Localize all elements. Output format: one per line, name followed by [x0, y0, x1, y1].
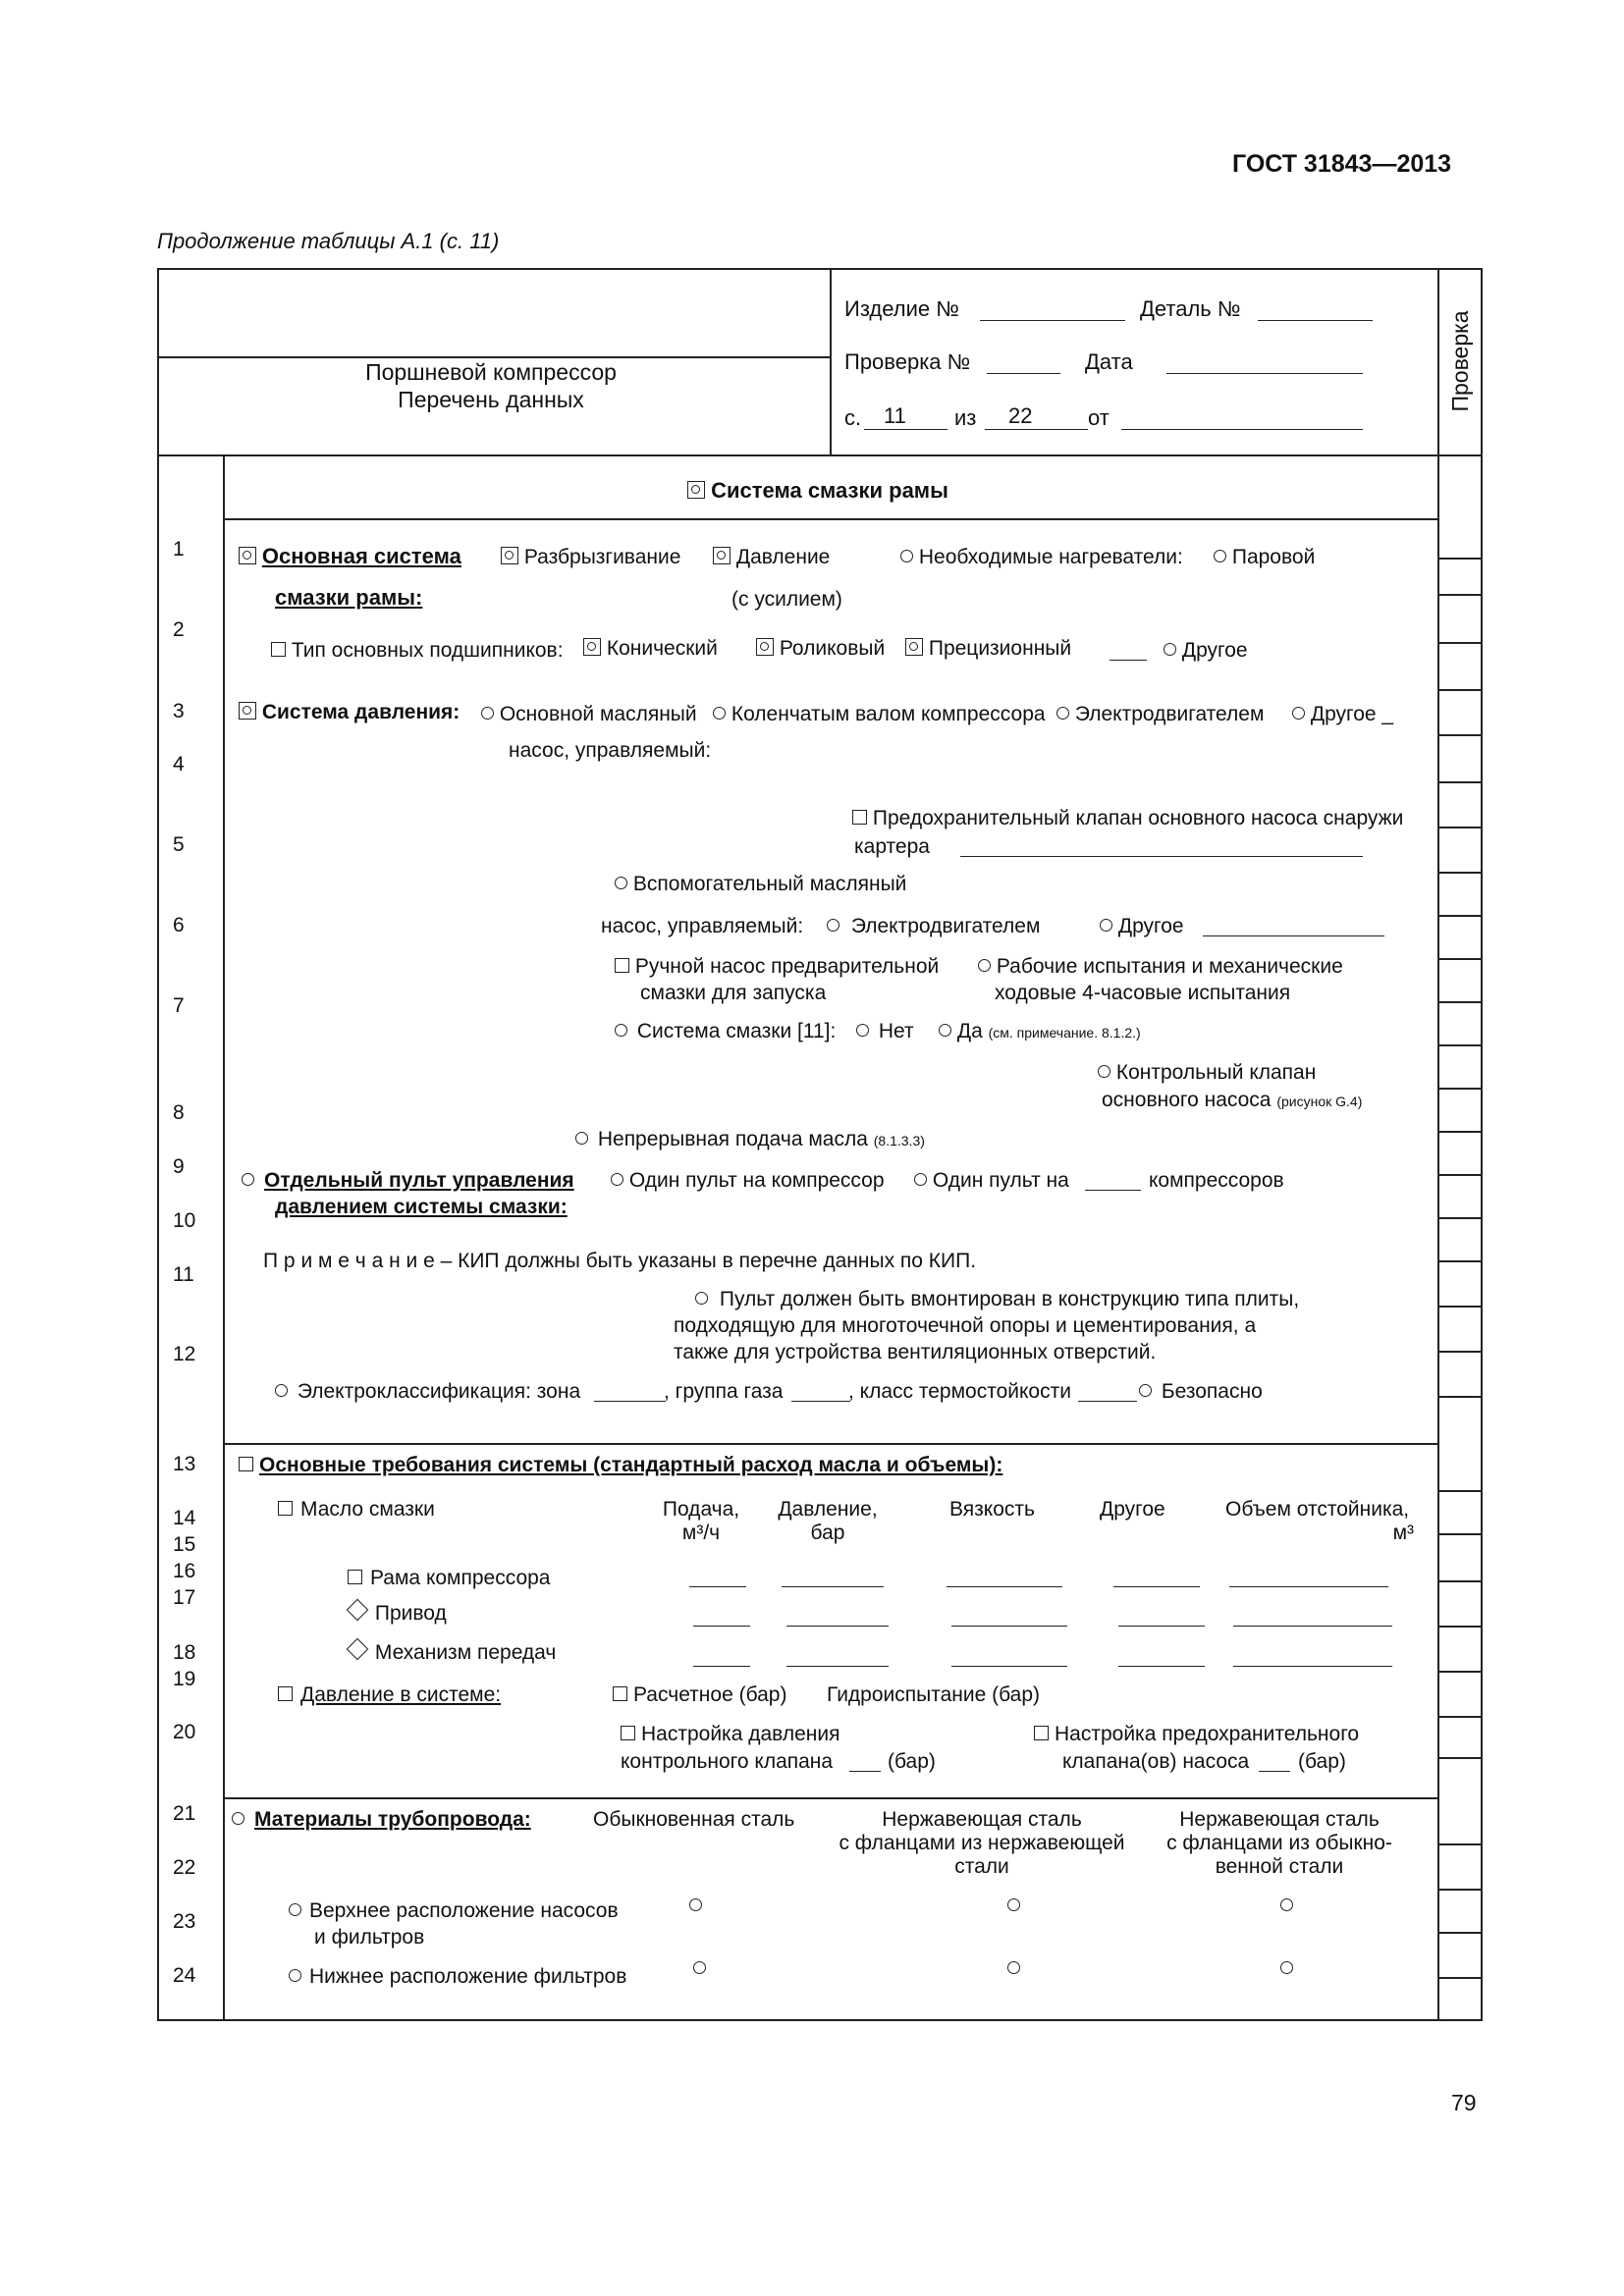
bearing-other-option[interactable]: [1164, 639, 1248, 663]
upper-ss-radio[interactable]: [1007, 1898, 1020, 1916]
row-number: 6: [173, 914, 185, 936]
main-system-label-2: смазки рамы:: [275, 585, 423, 610]
check-valve-option[interactable]: [1098, 1061, 1316, 1085]
conical-label: Конический: [606, 637, 718, 660]
continuous-feed-note: (8.1.3.3): [873, 1133, 925, 1148]
row-number: 23: [173, 1910, 196, 1933]
steam-label: Паровой: [1231, 546, 1316, 568]
precision-field[interactable]: [1110, 660, 1147, 661]
yes-note: (см. примечание. 8.1.2.): [988, 1025, 1141, 1041]
main-oil-label: Основной масляный: [499, 703, 697, 725]
col-stainless-cs: Нержавеющая сталь с фланцами из обыкно- венной стали: [1166, 1808, 1392, 1878]
splash-label: Разбрызгивание: [523, 546, 681, 568]
lube-oil-label: Масло смазки: [300, 1498, 435, 1521]
aux-other-label: Другое: [1117, 915, 1184, 937]
check-valve-radio[interactable]: [1098, 1065, 1110, 1078]
check-valve-label: Контрольный клапан: [1115, 1061, 1317, 1084]
row-number: 10: [173, 1209, 196, 1232]
table-caption: Продолжение таблицы А.1 (с. 11): [157, 229, 500, 253]
safe-option[interactable]: [1139, 1380, 1263, 1404]
part-number-label: Деталь №: [1140, 296, 1241, 321]
date-field[interactable]: [1166, 373, 1363, 374]
upper-location-radio[interactable]: [289, 1903, 301, 1916]
lower-ss-radio[interactable]: [1007, 1961, 1020, 1979]
system-pressure-label: Давление в системе:: [300, 1683, 502, 1706]
aux-motor-option[interactable]: [827, 915, 1040, 938]
safe-radio[interactable]: [1139, 1384, 1152, 1397]
panel-mount-label-2: подходящую для многоточечной опоры и цементирования, а: [674, 1314, 1257, 1337]
section-lube-title: Система смазки рамы: [687, 479, 948, 503]
motor-option[interactable]: [1056, 703, 1264, 726]
precision-checkbox[interactable]: [905, 638, 923, 656]
hand-pump-label: Ручной насос предварительной: [634, 955, 940, 978]
setting-relief-option[interactable]: [1034, 1723, 1359, 1746]
setting-check-label-2: контрольного клапана: [621, 1750, 834, 1773]
crankshaft-label: Коленчатым валом компрессора: [731, 703, 1046, 725]
hand-pump-label-2: смазки для запуска: [640, 982, 827, 1004]
upper-location-label: Верхнее расположение насосов: [309, 1899, 619, 1922]
row-number: 1: [173, 538, 185, 561]
row-number: 11: [173, 1263, 194, 1286]
form-title-2: Перечень данных: [398, 387, 584, 412]
aux-pump-radio[interactable]: [615, 877, 627, 889]
row-number: 22: [173, 1856, 196, 1879]
frame-checkbox[interactable]: [348, 1570, 362, 1584]
form-title-1: Поршневой компрессор: [365, 359, 617, 385]
panel-mount-label-3: также для устройства вентиляционных отверстий.: [674, 1341, 1157, 1363]
roller-label: Роликовый: [779, 637, 886, 660]
steam-option[interactable]: [1214, 546, 1315, 569]
row-number: 9: [173, 1155, 185, 1178]
row-number: 17: [173, 1586, 196, 1609]
setting-check-option[interactable]: [621, 1723, 839, 1746]
lube-oil-option[interactable]: [278, 1498, 435, 1522]
row-number: 12: [173, 1343, 196, 1365]
check-valve-label-2: основного насоса (рисунок G.4): [1102, 1089, 1363, 1111]
relief-valve-field[interactable]: [960, 856, 1363, 857]
setting-check-checkbox[interactable]: [621, 1726, 635, 1740]
lube-oil-checkbox[interactable]: [278, 1501, 293, 1516]
design-pressure-checkbox[interactable]: [613, 1686, 627, 1701]
one-panel-per-label: Один пульт на: [932, 1169, 1069, 1192]
panel-mount-label: Пульт должен быть вмонтирован в конструкцию типа плиты,: [719, 1288, 1300, 1310]
motor-label: Электродвигателем: [1074, 703, 1265, 725]
one-panel-radio[interactable]: [611, 1173, 623, 1186]
page-total-line: [985, 429, 1088, 430]
requirements-title: [239, 1454, 1002, 1477]
row-number: 7: [173, 994, 185, 1017]
row-number: 24: [173, 1964, 196, 1987]
check-valve-note: (рисунок G.4): [1276, 1094, 1363, 1109]
standard-number: ГОСТ 31843—2013: [1232, 150, 1452, 178]
pressure-system: [239, 701, 460, 724]
roller-checkbox[interactable]: [756, 638, 774, 656]
crankshaft-radio[interactable]: [713, 707, 726, 720]
drive-diamond[interactable]: [347, 1599, 369, 1622]
row-number: 19: [173, 1668, 196, 1690]
hand-pump-option[interactable]: [615, 955, 939, 979]
one-panel-label: Один пульт на компрессор: [628, 1169, 885, 1192]
row-number: 21: [173, 1802, 196, 1825]
from-label: от: [1088, 405, 1110, 430]
part-number-field[interactable]: [1258, 320, 1373, 321]
main-system-label: Основная система: [261, 544, 461, 568]
bearing-other-radio[interactable]: [1164, 643, 1176, 656]
no-radio[interactable]: [856, 1024, 869, 1037]
one-panel-per-radio[interactable]: [914, 1173, 927, 1186]
item-number-field[interactable]: [980, 320, 1125, 321]
main-system-line: [239, 545, 461, 569]
setting-relief-checkbox[interactable]: [1034, 1726, 1049, 1740]
row-number: 16: [173, 1560, 196, 1582]
page-total: 22: [1008, 403, 1033, 428]
continuous-feed-option[interactable]: [575, 1128, 925, 1152]
design-pressure-label: Расчетное (бар): [633, 1683, 787, 1706]
col-ordinary-steel: Обыкновенная сталь: [593, 1808, 795, 1831]
aux-pump-label: Вспомогательный масляный: [632, 873, 907, 895]
page-of-label: из: [954, 405, 977, 430]
heaters-radio[interactable]: [900, 550, 913, 562]
setting-relief-label-2: клапана(ов) насоса: [1062, 1750, 1250, 1773]
setting-check-field[interactable]: [849, 1771, 881, 1772]
no-option[interactable]: [856, 1020, 914, 1043]
continuous-feed-label: Непрерывная подача масла: [597, 1128, 868, 1150]
crankshaft-option[interactable]: [713, 703, 1046, 726]
row-number: 8: [173, 1101, 185, 1124]
panel-mount-option[interactable]: [695, 1288, 1299, 1311]
zone-field[interactable]: [594, 1401, 666, 1402]
bearings-type: [271, 639, 564, 663]
requirements-title-label: Основные требования системы (стандартный расход масла и объемы):: [259, 1454, 1003, 1476]
row-number: 4: [173, 753, 185, 775]
lower-location-radio[interactable]: [289, 1969, 301, 1982]
row-number: 14: [173, 1507, 196, 1529]
pressure-other-radio[interactable]: [1292, 707, 1305, 720]
precision-option[interactable]: [905, 637, 1071, 661]
splash-checkbox[interactable]: [501, 547, 518, 564]
bearings-checkbox[interactable]: [271, 642, 286, 657]
work-tests-option[interactable]: [978, 955, 1343, 979]
temp-class-label: , класс термостойкости: [848, 1380, 1071, 1403]
lube-system-label: Система смазки [11]:: [636, 1020, 837, 1042]
aux-other-field[interactable]: [1203, 935, 1384, 936]
row-number: 3: [173, 700, 185, 722]
page-number: 79: [1451, 2090, 1477, 2115]
relief-valve-label-2: картера: [854, 835, 930, 858]
setting-relief-bar: (бар): [1298, 1750, 1346, 1773]
setting-check-bar: (бар): [888, 1750, 936, 1773]
one-panel-option[interactable]: [611, 1169, 885, 1193]
yes-option[interactable]: [939, 1020, 1141, 1044]
gas-group-field[interactable]: [791, 1401, 850, 1402]
item-number-label: Изделие №: [844, 296, 959, 321]
separate-panel-label-2: давлением системы смазки:: [275, 1196, 568, 1218]
date-label: Дата: [1085, 349, 1133, 374]
roller-option[interactable]: [756, 637, 885, 661]
row-number: 13: [173, 1453, 196, 1475]
lower-ssc-radio[interactable]: [1280, 1961, 1293, 1979]
col-other: Другое: [1100, 1498, 1165, 1521]
pressure-option[interactable]: [713, 546, 830, 569]
page-current: 11: [884, 403, 906, 428]
relief-valve-checkbox[interactable]: [852, 810, 867, 825]
one-panel-per-option[interactable]: [914, 1169, 1069, 1193]
work-tests-radio[interactable]: [978, 959, 991, 972]
safe-label: Безопасно: [1161, 1380, 1263, 1403]
no-label: Нет: [878, 1020, 914, 1042]
side-check-label: Проверка: [1447, 310, 1473, 412]
upper-location-label-2: и фильтров: [314, 1926, 425, 1949]
work-tests-label: Рабочие испытания и механические: [996, 955, 1343, 978]
row-number: 18: [173, 1641, 196, 1664]
hand-pump-checkbox[interactable]: [615, 958, 629, 973]
pressure-label: Давление: [735, 546, 831, 568]
lube-system-radio[interactable]: [615, 1024, 627, 1037]
compressors-count-field[interactable]: [1085, 1190, 1141, 1191]
row-number: 20: [173, 1721, 196, 1743]
main-oil-radio[interactable]: [481, 707, 494, 720]
separate-panel-label: Отдельный пульт управления: [264, 1169, 574, 1192]
bearing-other-label: Другое: [1181, 639, 1248, 662]
lower-location-label: Нижнее расположение фильтров: [309, 1965, 627, 1988]
yes-label: Да: [956, 1020, 983, 1042]
setting-relief-field[interactable]: [1259, 1771, 1290, 1772]
frame-label: Рама компрессора: [370, 1567, 551, 1589]
compressors-label: компрессоров: [1149, 1169, 1284, 1192]
section-checkbox[interactable]: [687, 481, 705, 499]
page-current-line: [864, 429, 947, 430]
heaters-label: Необходимые нагреватели:: [918, 546, 1183, 568]
panel-mount-radio[interactable]: [695, 1292, 708, 1305]
aux-pump-label-2: насос, управляемый:: [601, 915, 804, 937]
gear-option[interactable]: [346, 1641, 556, 1665]
pressure-other-option[interactable]: [1292, 703, 1393, 726]
separate-panel-radio[interactable]: [242, 1173, 254, 1186]
row-number: 2: [173, 618, 185, 641]
col-volume: Объем отстойника, м³: [1225, 1498, 1414, 1544]
gas-group-label: , группа газа: [664, 1380, 784, 1403]
check-number-field[interactable]: [987, 373, 1060, 374]
motor-radio[interactable]: [1056, 707, 1069, 720]
from-field[interactable]: [1121, 429, 1363, 430]
design-pressure-option[interactable]: [613, 1683, 786, 1707]
upper-ordinary-radio[interactable]: [689, 1898, 702, 1916]
separate-panel: [242, 1169, 574, 1193]
elec-class-option[interactable]: [275, 1380, 580, 1404]
upper-ssc-radio[interactable]: [1280, 1898, 1293, 1916]
piping-title: [232, 1808, 531, 1832]
hydro-test-label: Гидроиспытание (бар): [827, 1683, 1041, 1706]
upper-location-option[interactable]: [289, 1899, 619, 1923]
lube-system-option[interactable]: [615, 1020, 836, 1043]
lower-location-option[interactable]: [289, 1965, 626, 1989]
system-pressure-checkbox[interactable]: [278, 1686, 293, 1701]
frame-option[interactable]: [348, 1567, 550, 1590]
kip-note: П р и м е ч а н и е – КИП должны быть указаны в перечне данных по КИП.: [263, 1250, 977, 1272]
row-number: 15: [173, 1533, 196, 1556]
page-prefix: с.: [844, 405, 862, 430]
pressure-other-label: Другое _: [1310, 703, 1394, 725]
relief-valve-option[interactable]: [852, 807, 1403, 830]
main-system-checkbox[interactable]: [239, 547, 256, 564]
aux-pump-option[interactable]: [615, 873, 906, 896]
aux-other-option[interactable]: [1100, 915, 1184, 938]
pressure-checkbox[interactable]: [713, 547, 731, 564]
pressure-note: (с усилием): [731, 588, 842, 611]
elec-class-radio[interactable]: [275, 1384, 288, 1397]
gear-diamond[interactable]: [347, 1638, 369, 1661]
system-pressure-option[interactable]: [278, 1683, 501, 1707]
temp-class-field[interactable]: [1078, 1401, 1137, 1402]
work-tests-label-2: ходовые 4-часовые испытания: [995, 982, 1291, 1004]
drive-option[interactable]: [346, 1602, 447, 1626]
pressure-system-label: Система давления:: [261, 701, 460, 723]
aux-motor-radio[interactable]: [827, 919, 839, 932]
main-oil-label-2: насос, управляемый:: [509, 739, 712, 762]
elec-class-label: Электроклассификация: зона: [297, 1380, 581, 1403]
aux-other-radio[interactable]: [1100, 919, 1112, 932]
check-number-label: Проверка №: [844, 349, 971, 374]
drive-label: Привод: [374, 1602, 447, 1625]
bearings-label: Тип основных подшипников:: [291, 639, 564, 662]
main-oil-option[interactable]: [481, 703, 697, 726]
piping-radio[interactable]: [232, 1812, 244, 1825]
splash-option[interactable]: [501, 546, 680, 569]
heaters-option[interactable]: [900, 546, 1183, 569]
aux-motor-label: Электродвигателем: [850, 915, 1041, 937]
setting-relief-label: Настройка предохранительного: [1055, 1723, 1360, 1745]
col-flow: Подача, м³/ч: [662, 1498, 740, 1544]
precision-label: Прецизионный: [928, 637, 1072, 660]
col-pressure: Давление, бар: [778, 1498, 878, 1544]
yes-radio[interactable]: [939, 1024, 951, 1037]
lower-ordinary-radio[interactable]: [693, 1961, 706, 1979]
setting-check-label: Настройка давления: [641, 1723, 840, 1745]
col-stainless-ss: Нержавеющая сталь с фланцами из нержавеющей стали: [839, 1808, 1125, 1878]
row-number: 5: [173, 833, 185, 856]
relief-valve-label: Предохранительный клапан основного насоса снаружи: [872, 807, 1404, 829]
pressure-system-checkbox[interactable]: [239, 702, 256, 720]
conical-checkbox[interactable]: [583, 638, 601, 656]
piping-title-label: Материалы трубопровода:: [254, 1808, 531, 1831]
col-viscosity: Вязкость: [949, 1498, 1035, 1521]
gear-label: Механизм передач: [374, 1641, 557, 1664]
steam-radio[interactable]: [1214, 550, 1226, 562]
conical-option[interactable]: [583, 637, 718, 661]
continuous-feed-radio[interactable]: [575, 1132, 588, 1145]
requirements-checkbox[interactable]: [239, 1457, 253, 1471]
